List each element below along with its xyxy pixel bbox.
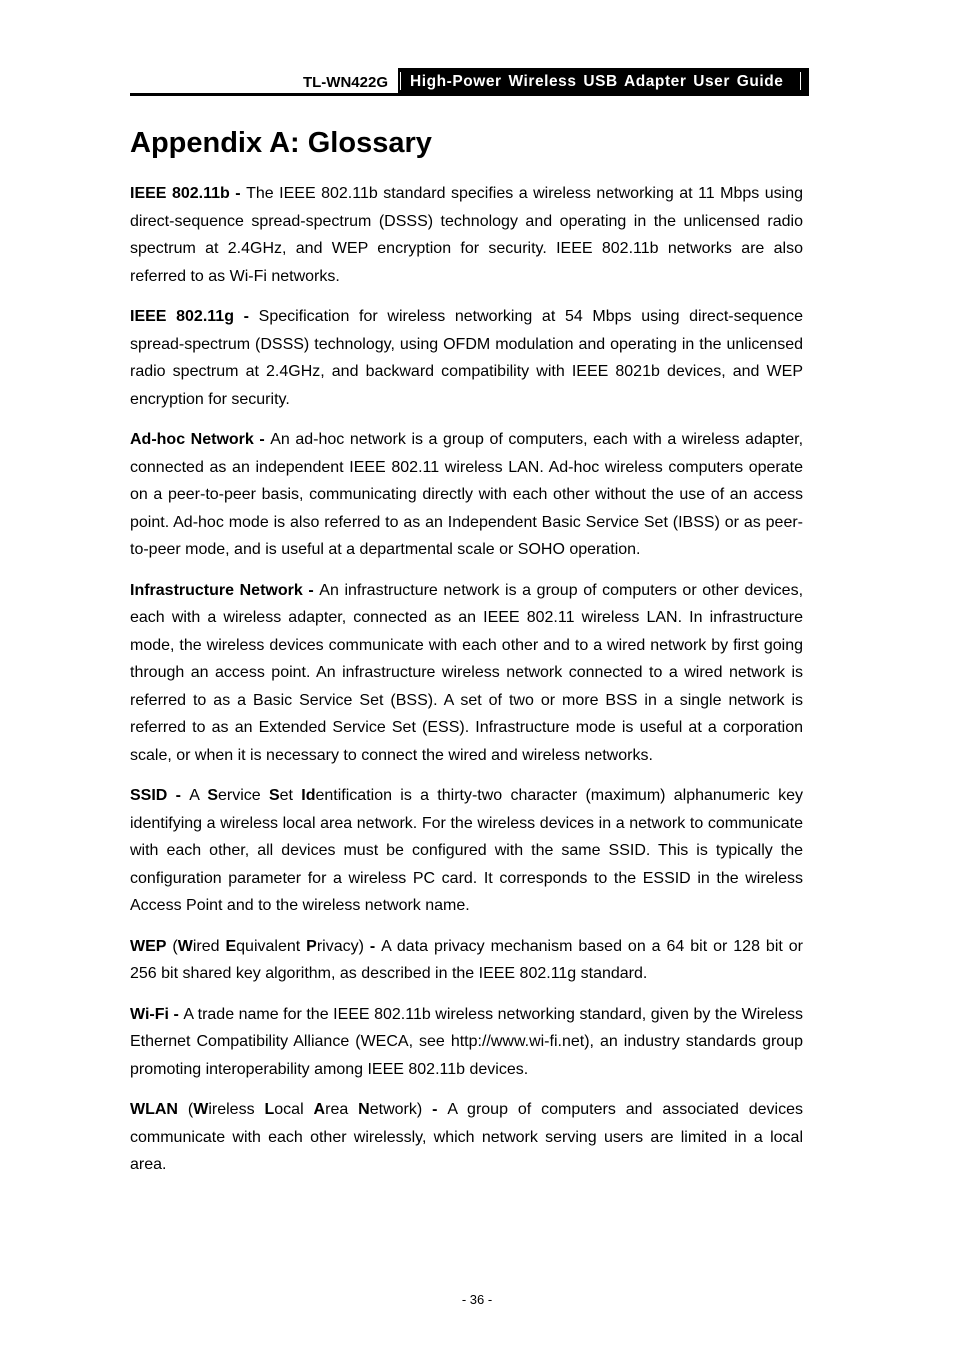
- page-number: - 36 -: [461, 1292, 493, 1307]
- glossary-entry: [130, 303, 803, 413]
- glossary-entry: [130, 933, 803, 988]
- term-expansion-part: W: [193, 1101, 209, 1118]
- glossary-term: WLAN: [130, 1101, 178, 1118]
- term-expansion-part: P: [306, 937, 317, 955]
- glossary-entry: [130, 1096, 803, 1179]
- glossary-term: Wi-Fi: [130, 1005, 169, 1023]
- header-guide-title: High-Power Wireless USB Adapter User Guide: [410, 73, 784, 90]
- term-expansion-part: rivacy): [316, 937, 370, 955]
- header-guide-title-bar: [398, 68, 809, 94]
- term-expansion-part: L: [264, 1101, 275, 1118]
- glossary-entry: [130, 577, 803, 770]
- glossary-list: [130, 180, 803, 1192]
- glossary-definition: An ad-hoc network is a group of computers, each with a wireless adapter, connected as an independent IEEE 802.11 wireless LAN. Ad-hoc wireless computers operate on a peer-to-peer basis, communicating directly with each other without the use of an access point. Ad-hoc mode is also referred to as an Independent Basic Service Set (IBSS) or as peer-to-peer mode, and is useful at a departmental scale or SOHO operation.: [130, 431, 804, 558]
- definition-part: et: [279, 787, 302, 804]
- term-expansion-part: quivalent: [236, 937, 307, 955]
- term-expansion-part: etwork): [369, 1101, 433, 1118]
- glossary-term: Infrastructure Network: [130, 581, 303, 599]
- glossary-definition: A trade name for the IEEE 802.11b wireless networking standard, given by the Wireless Ethernet Compatibility Alliance (WECA, see http://www.wi-fi.net), an industry standards group promoting interoperability among IEEE 802.11b devices.: [130, 1005, 803, 1078]
- term-expansion-part: ired: [192, 937, 226, 955]
- definition-part: ervice: [218, 787, 269, 804]
- glossary-entry: [130, 782, 803, 920]
- term-separator: -: [167, 787, 190, 804]
- term-expansion-part: A: [313, 1101, 326, 1118]
- term-separator: -: [369, 937, 382, 955]
- glossary-definition: A group of computers and associated devices communicate with each other wirelessly, which network serving users are limited in a local area.: [130, 1101, 804, 1173]
- definition-part: Id: [301, 787, 316, 804]
- header-bar-left-mark: [400, 72, 401, 90]
- glossary-term: IEEE 802.11g: [130, 308, 234, 325]
- definition-part: S: [268, 787, 280, 804]
- glossary-definition: An infrastructure network is a group of computers or other devices, each with a wireless adapter, connected as an IEEE 802.11 wireless LAN. In infrastructure mode, the wireless devices communicate with each other and to a wired network by first going through an access point. An infrastructure wireless network connected to a wired network is referred to as a Basic Service Set (BSS). A set of two or more BSS in a single network is referred to as an Extended Service Set (ESS). Infrastructure mode is useful at a corporation scale, or when it is necessary to connect the wired and wireless networks.: [130, 581, 804, 764]
- glossary-definition: A data privacy mechanism based on a 64 bit or 128 bit or 256 bit shared key algorithm, as described in the IEEE 802.11g standard.: [130, 937, 803, 982]
- term-expansion-part: ocal: [274, 1101, 314, 1118]
- glossary-definition: Specification for wireless networking at 54 Mbps using direct-sequence spread-spectrum (DSSS) technology, using OFDM modulation and operating in the unlicensed radio spectrum at 2.4GHz, and backward compatibility with IEEE 8021b devices, and WEP encryption for security.: [130, 308, 803, 408]
- glossary-entry: [130, 426, 803, 564]
- term-separator: -: [432, 1101, 448, 1118]
- glossary-entry: [130, 1001, 803, 1084]
- term-separator: -: [229, 185, 247, 202]
- definition-part: S: [207, 787, 218, 804]
- header-bar-right-mark: [800, 72, 801, 90]
- glossary-term: WEP: [130, 937, 167, 955]
- page-title: Appendix A: Glossary: [130, 127, 432, 159]
- term-separator: -: [302, 581, 320, 599]
- glossary-term: IEEE 802.11b: [130, 185, 230, 202]
- glossary-term: Ad-hoc Network: [130, 431, 254, 448]
- term-expansion-part: E: [225, 937, 237, 955]
- term-expansion-part: N: [358, 1101, 370, 1118]
- term-expansion-part: rea: [325, 1101, 359, 1118]
- definition-part: entification is a thirty-two character (maximum) alphanumeric key identifying a wireless local area network. For the wireless devices in a network to communicate with each other, all devices must be configured with the same SSID. This is typically the configuration parameter for a wireless PC card. It corresponds to the ESSID in the wireless Access Point and to the wireless network name.: [130, 787, 803, 914]
- header-model-name: TL-WN422G: [302, 74, 388, 91]
- term-expansion-part: ireless: [208, 1101, 265, 1118]
- term-expansion-part: W: [177, 937, 193, 955]
- term-separator: -: [253, 431, 271, 448]
- term-separator: -: [233, 308, 259, 325]
- page-header: [130, 68, 809, 96]
- term-separator: -: [168, 1005, 184, 1023]
- term-expansion-part: (: [177, 1101, 194, 1118]
- header-rule: [130, 93, 809, 96]
- glossary-term: SSID: [130, 787, 168, 804]
- glossary-entry: [130, 180, 803, 290]
- term-expansion-part: (: [166, 937, 178, 955]
- definition-part: A: [189, 787, 208, 804]
- glossary-definition: The IEEE 802.11b standard specifies a wireless networking at 11 Mbps using direct-sequence spread-spectrum (DSSS) technology and operating in the unlicensed radio spectrum at 2.4GHz, and WEP encryption for security. IEEE 802.11b networks are also referred to as Wi-Fi networks.: [130, 185, 804, 285]
